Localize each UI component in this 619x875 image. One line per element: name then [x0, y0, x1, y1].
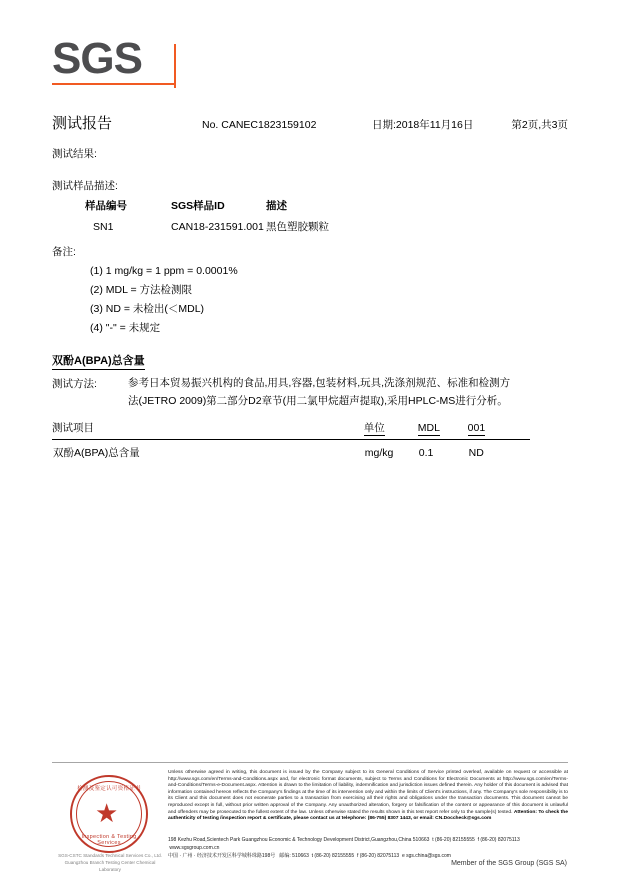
stamp-caption-line-2: Guangzhou Branch Testing Center Chemical Laboratory — [64, 860, 156, 872]
list-item: (4) "-" = 未规定 — [90, 322, 161, 334]
sample-table-header-id: SGS样品ID — [171, 200, 225, 212]
footer-tel: t (86-20) 82155555 — [432, 837, 475, 843]
page-number: 第2页,共3页 — [511, 119, 568, 131]
footer-address-en-line — [168, 836, 568, 852]
report-number: No. CANEC1823159102 — [202, 119, 317, 131]
sgs-logo-text: SGS — [52, 34, 142, 83]
result-header-mdl — [418, 420, 468, 440]
result-item-mdl: 0.1 — [418, 446, 434, 459]
list-item: (3) ND = 未检出(＜MDL) — [90, 303, 205, 315]
table-row — [52, 440, 530, 462]
stamp-caption-line-1: SGS-CSTC Standards Technical Services Co., Ltd. — [58, 853, 162, 858]
list-item: (2) MDL = 方法检测限 — [90, 284, 192, 296]
result-header-unit-text: 单位 — [363, 422, 385, 434]
test-results-label: 测试结果: — [52, 148, 97, 160]
footer-address-en: 198 Kezhu Road,Scientech Park Guangzhou Economic & Technology Development District,Guangzhou,China 510663 — [168, 837, 430, 843]
page-title: 测试报告 — [52, 115, 113, 132]
result-item-name: 双酚A(BPA)总含量 — [53, 447, 140, 459]
result-header-sample — [468, 420, 530, 440]
footer-address-cn: 中国 · 广州 · 经济技术开发区科学城科珠路198号 — [168, 853, 276, 859]
sample-table-header-desc: 描述 — [266, 200, 287, 212]
test-method-text — [128, 374, 558, 410]
table-header-row — [52, 420, 530, 440]
test-method-line-1: 参考日本贸易振兴机构的食品,用具,容器,包装材料,玩具,洗涤剂规范、标准和检测方 — [128, 377, 511, 389]
result-item-value: ND — [468, 446, 484, 459]
sample-sn-value: SN1 — [93, 220, 114, 233]
result-header-unit — [364, 420, 418, 440]
star-icon: ★ — [95, 798, 119, 828]
bpa-section-heading: 双酚A(BPA)总含量 — [52, 352, 145, 370]
footer-divider — [52, 762, 568, 763]
stamp-arc-top-text: 检测及鉴定认可资格证书 — [77, 786, 141, 792]
remark-list — [90, 262, 238, 338]
sample-table — [85, 198, 386, 234]
footer-disclaimer-text: Unless otherwise agreed in writing, this document is issued by the Company subject to its General Conditions of Service printed overleaf, available on request or accessible at http://www.sgs.com/en/Terms-and-Conditions.aspx and, for electronic format documents, subject to Terms and Conditions for Electronic Documents at http://www.sgs.com/en/Terms-and-Conditions/Terms-e-Document.aspx. Attention is drawn to the limitation of liability, indemnification and jurisdiction issues defined therein. Any holder of this document is advised that information contained hereon reflects the Company's findings at the time of its intervention only and within the limits of Client's instructions, if any. The Company's sole responsibility is to its Client and this document does not exonerate parties to a transaction from exercising all their rights and obligations under the transaction documents. This document cannot be reproduced except in full, without prior written approval of the Company. Any unauthorized alteration, forgery or falsification of the content or appearance of this document is unlawful and offenders may be prosecuted to the fullest extent of the law. Unless otherwise stated the results shown in this test report refer only to the sample(s) tested. — [168, 770, 568, 815]
result-header-mdl-text: MDL — [417, 421, 440, 434]
footer-fax: f (86-20) 82075113 — [477, 837, 520, 843]
sample-id-value: CAN18-231591.001 — [171, 220, 264, 233]
sample-description-label: 测试样品描述: — [52, 180, 118, 192]
remark-label: 备注: — [52, 246, 76, 258]
stamp-caption — [58, 852, 162, 873]
report-date: 日期:2018年11月16日 — [372, 119, 474, 131]
test-method-label: 测试方法: — [52, 378, 97, 390]
footer-email: e sgs.china@sgs.com — [401, 853, 451, 859]
table-row — [85, 219, 386, 234]
footer-fax-cn: f (86-20) 82075113 — [356, 853, 400, 859]
footer-disclaimer — [168, 770, 568, 823]
footer-member: Member of the SGS Group (SGS SA) — [451, 860, 567, 867]
sgs-logo — [52, 36, 182, 90]
report-header-row — [52, 112, 568, 133]
sample-table-header-sn: 样品编号 — [85, 200, 127, 212]
list-item: (1) 1 mg/kg = 1 ppm = 0.0001% — [90, 265, 238, 277]
result-header-sample-text: 001 — [467, 421, 486, 434]
footer-tel-cn: t (86-20) 82155555 — [311, 853, 355, 859]
footer-attention-text: Attention: To check the authenticity of testing /inspection report & certificate, please contact us at telephone: (86-755) 8307 1443, or email: CN.Doccheck@sgs.com — [168, 809, 568, 822]
company-stamp — [58, 772, 162, 872]
test-method-line-2: 法(JETRO 2009)第二部分D2章节(用二氯甲烷超声提取),采用HPLC-MS进行分析。 — [128, 395, 508, 407]
stamp-arc-bottom-text: Inspection & Testing Services — [81, 834, 137, 846]
result-header-item: 测试项目 — [52, 420, 364, 440]
sample-desc-value: 黑色塑胶颗粒 — [266, 221, 329, 233]
footer-contact — [168, 836, 568, 860]
result-item-unit: mg/kg — [364, 446, 394, 459]
result-table — [52, 420, 530, 461]
footer-address-cn-line — [168, 852, 568, 860]
logo-vertical-bar — [174, 44, 176, 88]
table-header-row — [85, 198, 386, 219]
logo-underline — [52, 83, 174, 85]
footer-web: www.sgsgroup.com.cn — [169, 845, 220, 851]
footer-postcode: 邮编: 510663 — [279, 853, 309, 859]
